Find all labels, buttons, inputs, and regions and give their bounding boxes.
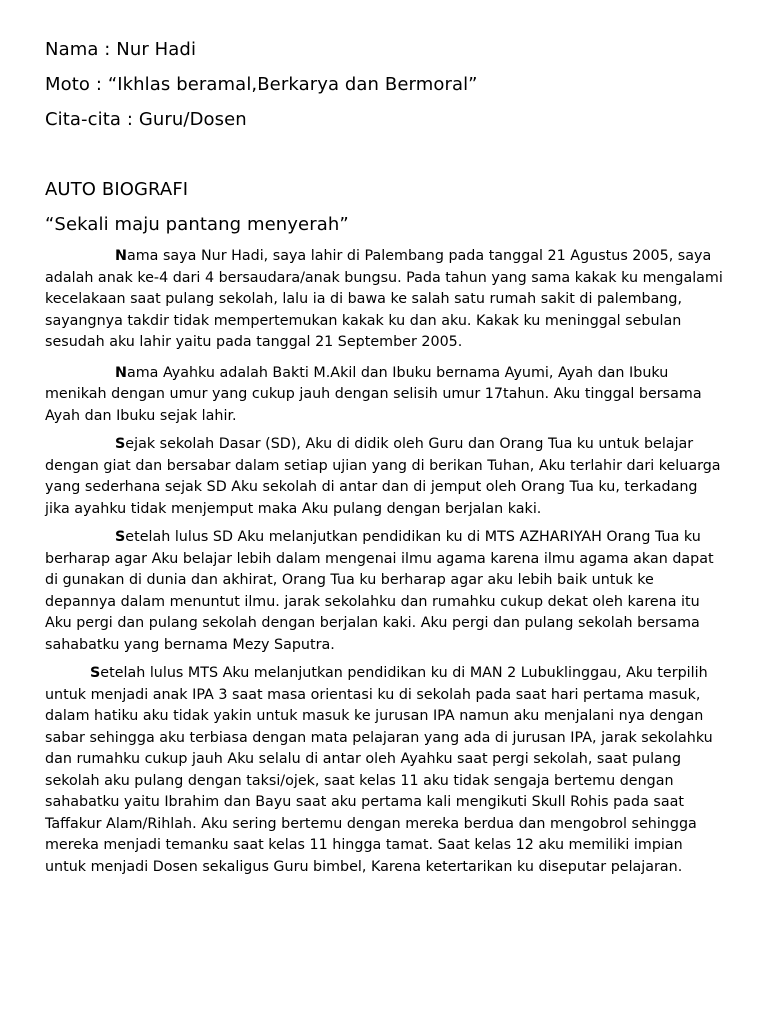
drop-letter: S — [115, 436, 126, 452]
name-line: Nama : Nur Hadi — [45, 39, 197, 60]
paragraph-1 — [45, 246, 725, 354]
paragraph-5 — [45, 663, 725, 878]
motto-line: Moto : “Ikhlas beramal,Berkarya dan Bermoral” — [45, 74, 478, 95]
paragraph-text: ejak sekolah Dasar (SD), Aku di didik oleh Guru dan Orang Tua ku untuk belajar dengan giat dan bersabar dalam setiap ujian yang di berikan Tuhan, Aku terlahir dari keluarga yang sederhana sejak SD Aku sekolah di antar dan di jemput oleh Orang Tua ku, terkadang jika ayahku tidak menjemput maka Aku pulang dengan berjalan kaki. — [45, 436, 721, 517]
paragraph-2 — [45, 363, 725, 428]
drop-letter: S — [115, 529, 126, 545]
paragraph-text: etelah lulus SD Aku melanjutkan pendidikan ku di MTS AZHARIYAH Orang Tua ku berharap agar Aku belajar lebih dalam mengenai ilmu agama karena ilmu agama akan dapat di gunakan di dunia dan akhirat, Orang Tua ku berharap agar aku lebih baik untuk ke depannya dalam menuntut ilmu. jarak sekolahku dan rumahku cukup dekat oleh karena itu Aku pergi dan pulang sekolah dengan berjalan kaki. Aku pergi dan pulang sekolah bersama sahabatku yang bernama Mezy Saputra. — [45, 529, 714, 653]
paragraph-text: ama Ayahku adalah Bakti M.Akil dan Ibuku bernama Ayumi, Ayah dan Ibuku menikah dengan umur yang cukup jauh dengan selisih umur 17tahun. Aku tinggal bersama Ayah dan Ibuku sejak lahir. — [45, 364, 702, 424]
paragraph-3 — [45, 434, 725, 520]
section-quote: “Sekali maju pantang menyerah” — [45, 214, 349, 235]
aspiration-line: Cita-cita : Guru/Dosen — [45, 109, 247, 130]
section-title: AUTO BIOGRAFI — [45, 179, 189, 200]
drop-letter: N — [115, 364, 127, 381]
biography-body — [45, 246, 725, 878]
paragraph-text: etelah lulus MTS Aku melanjutkan pendidikan ku di MAN 2 Lubuklinggau, Aku terpilih untuk menjadi anak IPA 3 saat masa orientasi ku di sekolah pada saat hari pertama masuk, dalam hatiku aku tidak yakin untuk masuk ke jurusan IPA namun aku menjalani nya dengan sabar sehingga aku terbiasa dengan mata pelajaran yang ada di jurusan IPA, jarak sekolahku dan rumahku cukup jauh Aku selalu di antar oleh Ayahku saat pergi sekolah, saat pulang sekolah aku pulang dengan taksi/ojek, saat kelas 11 aku tidak sengaja bertemu dengan sahabatku yaitu Ibrahim dan Bayu saat aku pertama kali mengikuti Skull Rohis pada saat Taffakur Alam/Rihlah. Aku sering bertemu dengan mereka berdua dan mengobrol sehingga mereka menjadi temanku saat kelas 11 hingga tamat. Saat kelas 12 aku memiliki impian untuk menjadi Dosen sekaligus Guru bimbel, Karena ketertarikan ku diseputar pelajaran. — [45, 665, 713, 875]
drop-letter: N — [115, 248, 127, 264]
drop-letter: S — [90, 665, 101, 681]
paragraph-text: ama saya Nur Hadi, saya lahir di Palembang pada tanggal 21 Agustus 2005, saya adalah anak ke-4 dari 4 bersaudara/anak bungsu. Pada tahun yang sama kakak ku mengalami kecelakaan saat pulang sekolah, lalu ia di bawa ke salah satu rumah sakit di palembang, sayangnya takdir tidak mempertemukan kakak ku dan aku. Kakak ku meninggal sebulan sesudah aku lahir yaitu pada tanggal 21 September 2005. — [45, 248, 723, 350]
paragraph-4 — [45, 527, 725, 656]
